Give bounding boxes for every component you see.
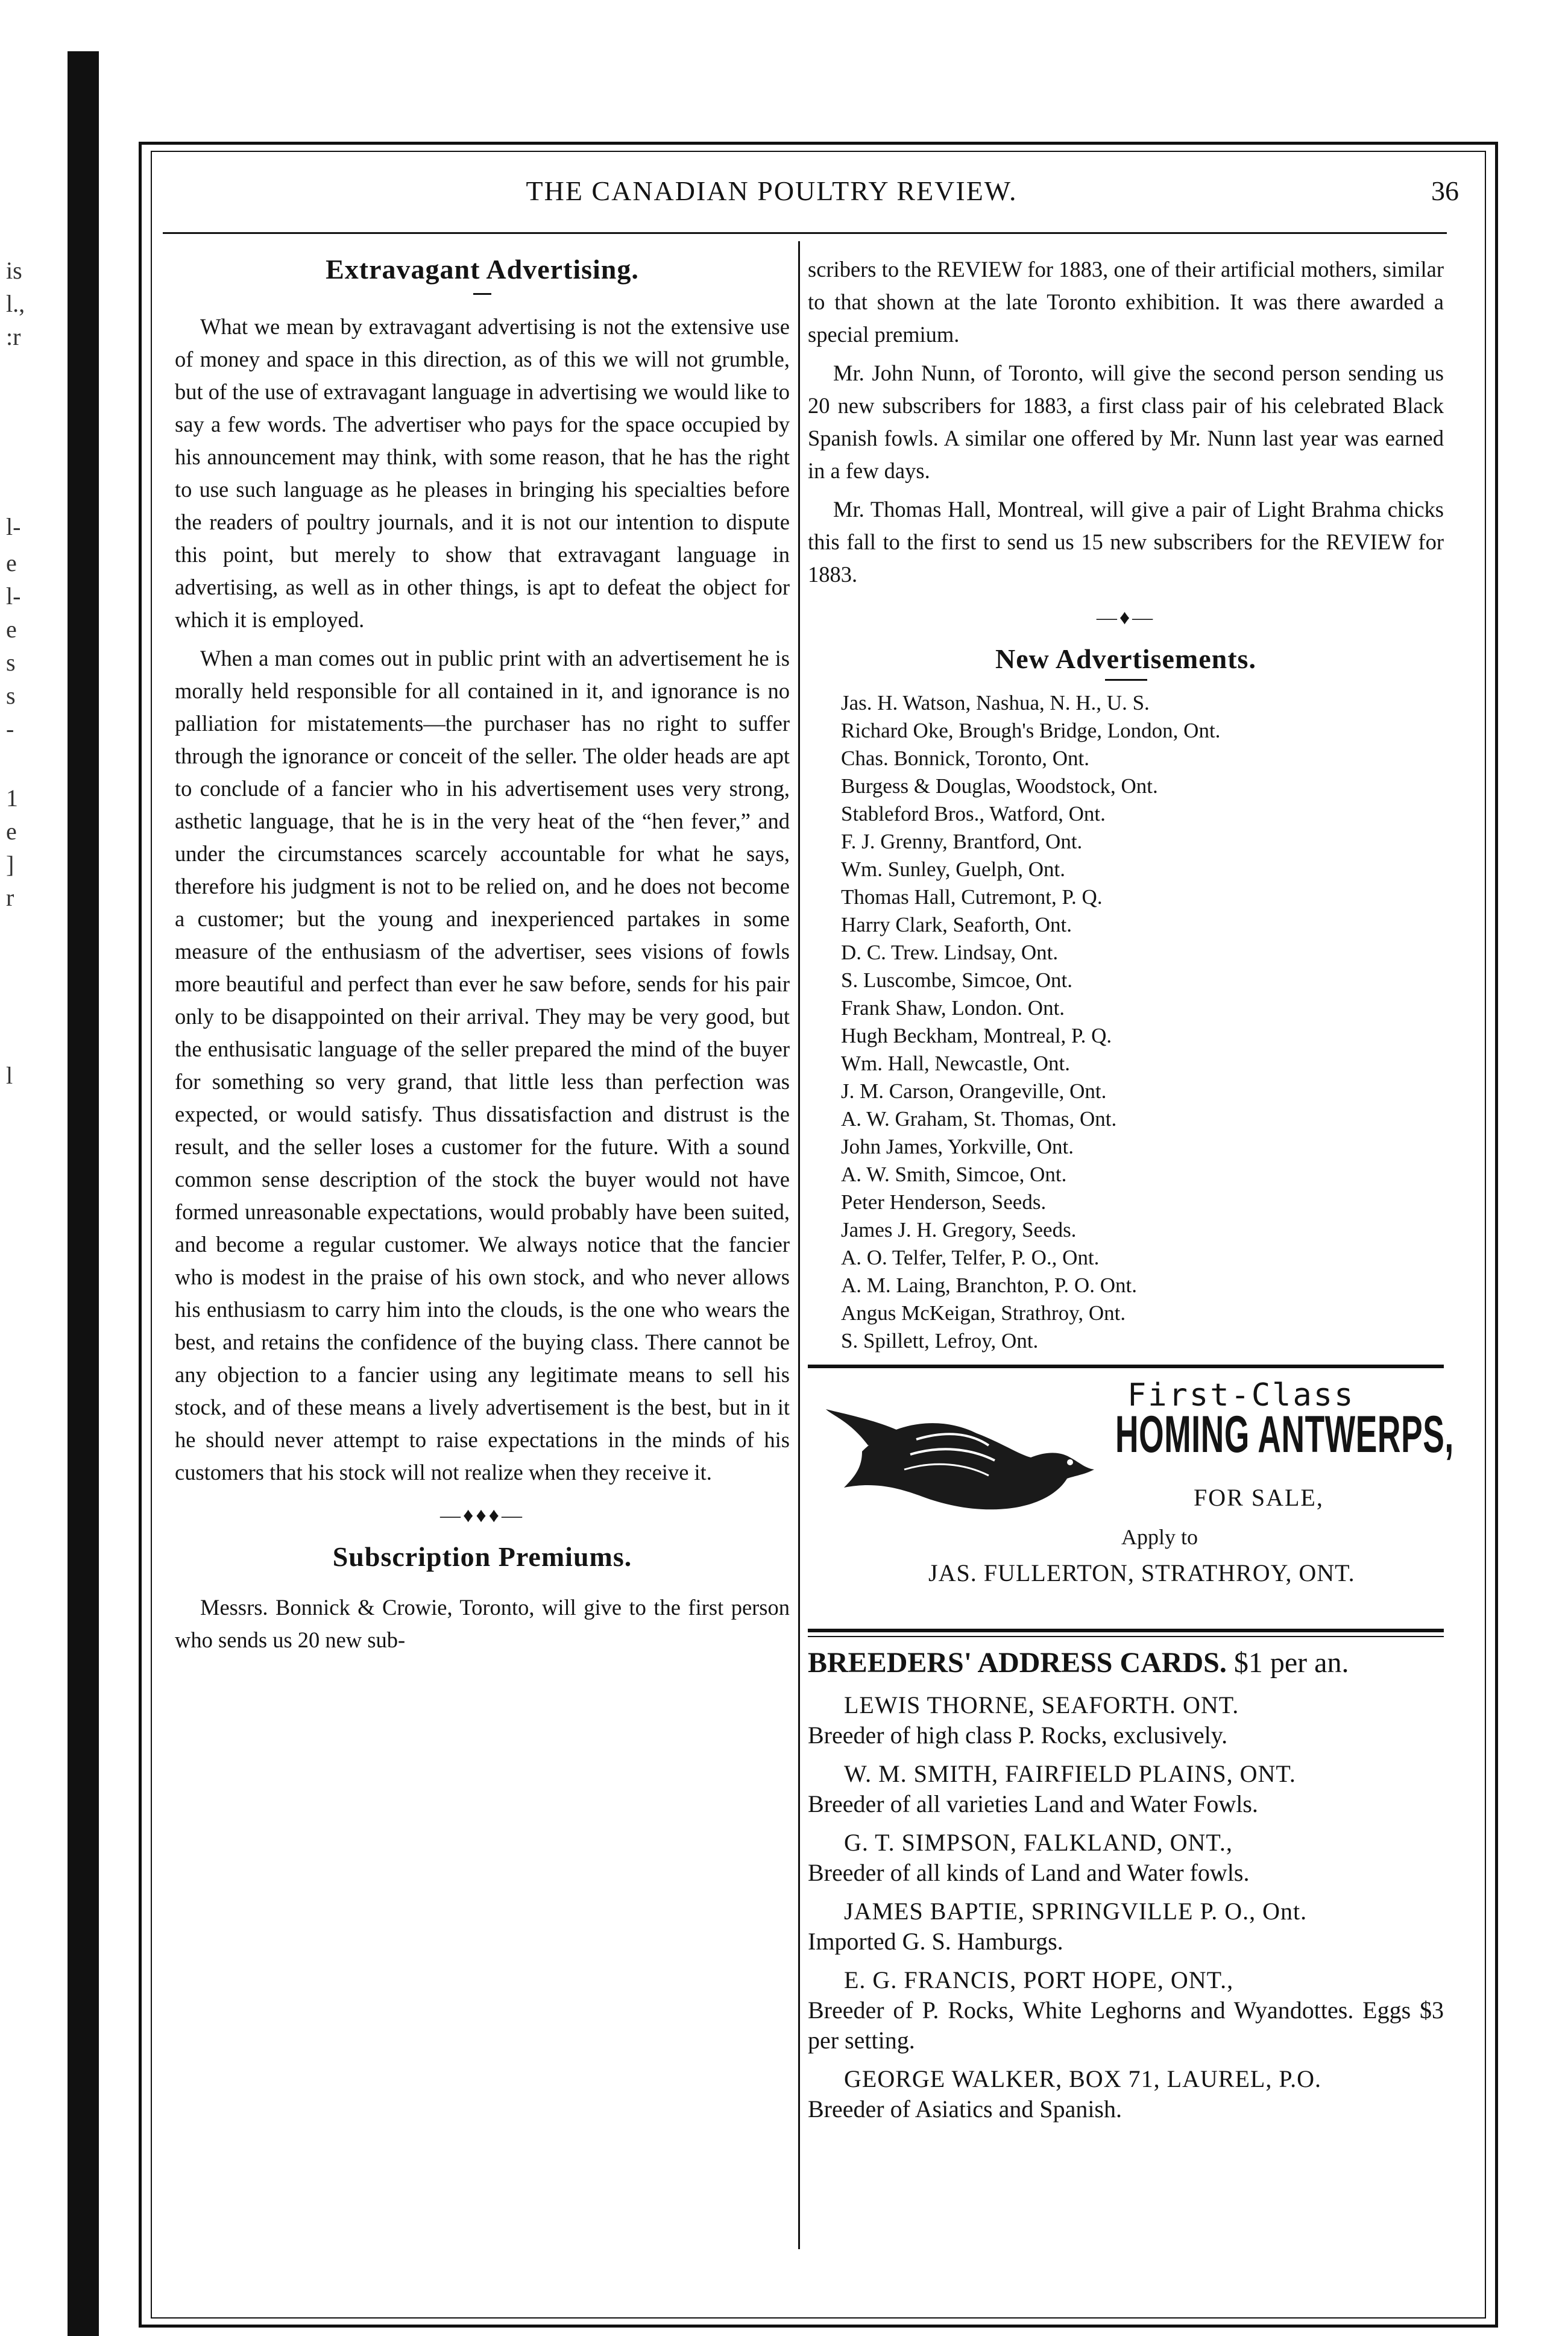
breeders-heading-price: $1 per an. [1233,1647,1349,1679]
section-ornament: —♦♦♦— [439,1504,525,1527]
advertiser-entry: J. M. Carson, Orangeville, Ont. [841,1079,1107,1103]
breeder-card [808,1896,1444,1957]
running-header-title: THE CANADIAN POULTRY REVIEW. [526,175,1018,206]
advertiser-entry: Thomas Hall, Cutremont, P. Q. [841,885,1103,909]
new-advertisements-list [841,689,1444,1355]
breeder-card-name: G. T. SIMPSON, FALKLAND, ONT., [844,1829,1233,1856]
ad-for-sale-label: FOR SALE, [1194,1484,1324,1511]
section-ornament: —♦— [1096,607,1156,629]
ad-separator-rule-thin [808,1636,1444,1637]
right-column [808,253,1454,2133]
article-paragraph: When a man comes out in public print with an advertisement he is morally held responsible for all contained in it, and ignorance is no palliation for mistatements—the purchaser has no right to suffer through the ignorance or conceit of the seller. The older heads are apt to conclude of a fancier who in his advertisement uses very strong, asthetic language, that he is in the very heat of the “hen fever,” and under the circumstances scarcely accountable for what he says, therefore his judgment is not to be relied on, and he does not become a customer; but the young and inexperienced partakes in some measure of the enthusiasm of the advertiser, sees visions of fowls more beautiful and perfect than ever he saw before, sends for his pair only to be disappointed on their arrival. They may be very good, but the enthusisatic language of the seller prepared the mind of the buyer for something so very grand, that little less than perfection was expected, or would satisfy. Thus dissatisfaction and distrust is the result, and the seller loses a customer for the future. With a sound common sense description of the stock the buyer would not have formed unreasonable expectations, would probably have been suited, and become a regular customer. We always notice that the fancier who is modest in the praise of his own stock, and who never allows his enthusiasm to carry him into the clouds, is the one who wears the best, and retains the confidence of the buying class. There cannot be any objection to a fancier using any legitimate means to sell his stock, and of these means a lively advertisement is the best, but in it he should never attempt to raise expectations in the minds of his customers that his stock will not realize when they receive it. [175,646,790,1485]
breeder-card-description: Breeder of all kinds of Land and Water fowls. [808,1859,1250,1886]
margin-fragment: ] [6,851,14,878]
breeder-card [808,2064,1444,2124]
article-heading-subscription-premiums: Subscription Premiums. [332,1541,632,1572]
breeder-card-description: Breeder of all varieties Land and Water Fowls. [808,1790,1258,1817]
breeder-card-name: JAMES BAPTIE, SPRINGVILLE P. O., Ont. [844,1898,1308,1925]
left-column [175,253,790,1662]
advertiser-entry: Hugh Beckham, Montreal, P. Q. [841,1024,1112,1047]
advertiser-entry: A. W. Graham, St. Thomas, Ont. [841,1107,1117,1131]
breeder-card [808,1965,1444,2056]
breeder-card-name: GEORGE WALKER, BOX 71, LAUREL, P.O. [844,2065,1322,2092]
breeder-card [808,1759,1444,1819]
margin-fragment: 1 [6,784,18,812]
article-heading-extravagant-advertising: Extravagant Advertising. [326,254,639,285]
header-rule [163,232,1447,234]
advertiser-entry: Chas. Bonnick, Toronto, Ont. [841,747,1090,770]
advertiser-entry: D. C. Trew. Lindsay, Ont. [841,941,1059,964]
breeders-address-cards-heading [808,1642,1444,1684]
ad-separator-rule [808,1365,1444,1368]
advertiser-entry: Wm. Sunley, Guelph, Ont. [841,857,1065,881]
breeder-card-description: Breeder of Asiatics and Spanish. [808,2095,1122,2123]
breeder-card-name: W. M. SMITH, FAIRFIELD PLAINS, ONT. [844,1760,1296,1787]
advertiser-entry: S. Luscombe, Simcoe, Ont. [841,968,1072,992]
heading-rule [1105,679,1147,681]
page-binding-edge [68,51,99,2336]
continued-paragraph: scribers to the REVIEW for 1883, one of their artificial mothers, similar to that shown at the late Toronto exhibition. It was there awarded a special premium. [808,257,1444,347]
breeder-card-name: LEWIS THORNE, SEAFORTH. ONT. [844,1691,1239,1719]
new-advertisements-heading: New Advertisements. [995,643,1256,674]
margin-fragment: l- [6,513,21,540]
margin-fragment: e [6,818,17,845]
heading-dot [473,293,491,295]
ad-contact-name: JAS. FULLERTON, STRATHROY, ONT. [928,1559,1355,1586]
margin-fragment: r [6,884,14,911]
column-divider [798,241,800,2249]
breeder-card [808,1690,1444,1750]
advertiser-entry: A. W. Smith, Simcoe, Ont. [841,1163,1067,1186]
ad-apply-to-label: Apply to [1121,1525,1198,1549]
ad-homing-antwerps-title: HOMING ANTWERPS, [1115,1406,1454,1463]
article-paragraph: Mr. Thomas Hall, Montreal, will give a pair of Light Brahma chicks this fall to the first to send us 15 new subscribers for the REVIEW for 1883. [808,497,1444,587]
margin-fragment: - [6,715,14,742]
margin-fragment: e [6,549,17,576]
advertiser-entry: S. Spillett, Lefroy, Ont. [841,1329,1039,1353]
advertiser-entry: Wm. Hall, Newcastle, Ont. [841,1052,1071,1075]
breeder-card [808,1828,1444,1888]
article-paragraph: What we mean by extravagant advertising is not the extensive use of money and space in this direction, as of this we will not grumble, but of the use of extravagant language in advertising we would like to say a few words. The advertiser who pays for the space occupied by his announcement may think, with some reason, that he has the right to use such language as he pleases in bringing his specialties before the readers of poultry journals, and it is not our intention to dispute this point, but merely to show that extravagant language in advertising, as well as in other things, is apt to defeat the object for which it is employed. [175,314,790,632]
advertiser-entry: Peter Henderson, Seeds. [841,1190,1047,1214]
margin-fragment: s [6,649,16,676]
advertiser-entry: Stableford Bros., Watford, Ont. [841,802,1106,825]
margin-fragment: e [6,616,17,643]
advertiser-entry: James J. H. Gregory, Seeds. [841,1218,1077,1242]
margin-fragment: is [6,257,22,284]
advertiser-entry: A. O. Telfer, Telfer, P. O., Ont. [841,1246,1100,1269]
margin-fragment: s [6,682,16,709]
breeder-card-description: Breeder of high class P. Rocks, exclusively. [808,1722,1228,1749]
article-paragraph: Messrs. Bonnick & Crowie, Toronto, will give to the first person who sends us 20 new sub- [175,1595,790,1652]
margin-fragment: l- [6,582,21,610]
breeder-card-description: Imported G. S. Hamburgs. [808,1928,1063,1955]
advertiser-entry: Jas. H. Watson, Nashua, N. H., U. S. [841,691,1150,715]
advertiser-entry: F. J. Grenny, Brantford, Ont. [841,830,1083,853]
homing-antwerps-advertisement [808,1373,1454,1626]
advertiser-entry: Burgess & Douglas, Woodstock, Ont. [841,774,1158,798]
margin-fragment: :r [6,323,21,350]
ad-separator-rule [808,1629,1444,1632]
advertiser-entry: A. M. Laing, Branchton, P. O. Ont. [841,1274,1137,1297]
breeder-card-name: E. G. FRANCIS, PORT HOPE, ONT., [844,1966,1234,1993]
page-number: 36 [1431,175,1459,206]
advertiser-entry: Frank Shaw, London. Ont. [841,996,1065,1020]
ad-first-class-label: First-Class [1127,1377,1355,1413]
margin-fragment: l [6,1062,13,1089]
margin-fragment: l., [6,290,25,317]
breeder-card-description: Breeder of P. Rocks, White Leghorns and Wyandottes. Eggs $3 per setting. [808,1997,1444,2054]
advertiser-entry: Angus McKeigan, Strathroy, Ont. [841,1301,1126,1325]
breeders-heading-text: BREEDERS' ADDRESS CARDS. [808,1647,1227,1679]
advertiser-entry: Harry Clark, Seaforth, Ont. [841,913,1072,936]
pigeon-illustration [826,1397,1109,1530]
article-paragraph: Mr. John Nunn, of Toronto, will give the second person sending us 20 new subscribers for 1883, a first class pair of his celebrated Black Spanish fowls. A similar one offered by Mr. Nunn last year was earned in a few days. [808,361,1444,483]
advertiser-entry: John James, Yorkville, Ont. [841,1135,1074,1158]
advertiser-entry: Richard Oke, Brough's Bridge, London, Ont. [841,719,1221,742]
